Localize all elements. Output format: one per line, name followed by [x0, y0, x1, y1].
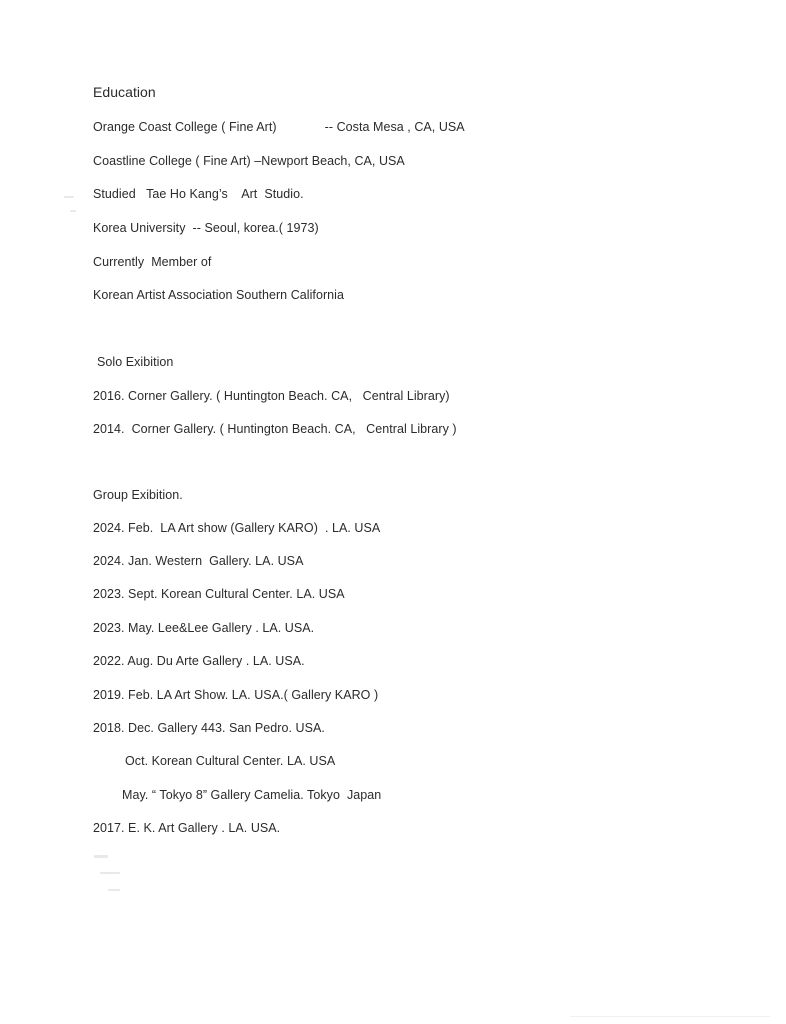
- group-item: May. “ Tokyo 8” Gallery Camelia. Tokyo Japan: [122, 788, 382, 802]
- scan-speck: [64, 196, 74, 198]
- group-item: 2018. Dec. Gallery 443. San Pedro. USA.: [93, 721, 325, 735]
- solo-item: 2014. Corner Gallery. ( Huntington Beach. CA, Central Library ): [93, 422, 457, 436]
- education-member-intro: Currently Member of: [93, 255, 212, 269]
- scan-speck: [94, 855, 108, 858]
- education-school-1: [93, 119, 465, 135]
- school-1-location: -- Costa Mesa , CA, USA: [324, 120, 465, 134]
- scan-speck: [100, 872, 120, 874]
- group-item: Oct. Korean Cultural Center. LA. USA: [125, 754, 336, 768]
- group-item: 2019. Feb. LA Art Show. LA. USA.( Gallery KARO ): [93, 688, 379, 702]
- education-member-org: Korean Artist Association Southern California: [93, 288, 344, 302]
- group-item: 2022. Aug. Du Arte Gallery . LA. USA.: [93, 654, 305, 668]
- scan-speck: [70, 210, 76, 212]
- education-university: Korea University -- Seoul, korea.( 1973): [93, 221, 319, 235]
- group-heading: Group Exibition.: [93, 488, 183, 502]
- education-school-2: Coastline College ( Fine Art) –Newport Beach, CA, USA: [93, 154, 405, 168]
- scan-edge-line: [570, 1016, 770, 1017]
- scan-speck: [108, 889, 120, 891]
- group-item: 2023. Sept. Korean Cultural Center. LA. USA: [93, 587, 345, 601]
- group-item: 2024. Feb. LA Art show (Gallery KARO) . LA. USA: [93, 521, 381, 535]
- education-studio: Studied Tae Ho Kang’s Art Studio.: [93, 187, 304, 201]
- school-1-name: Orange Coast College ( Fine Art): [93, 120, 277, 134]
- group-item: 2023. May. Lee&Lee Gallery . LA. USA.: [93, 621, 315, 635]
- group-item: 2017. E. K. Art Gallery . LA. USA.: [93, 821, 281, 835]
- education-heading: Education: [93, 84, 156, 100]
- solo-item: 2016. Corner Gallery. ( Huntington Beach. CA, Central Library): [93, 389, 450, 403]
- solo-heading: Solo Exibition: [97, 355, 174, 369]
- group-item: 2024. Jan. Western Gallery. LA. USA: [93, 554, 304, 568]
